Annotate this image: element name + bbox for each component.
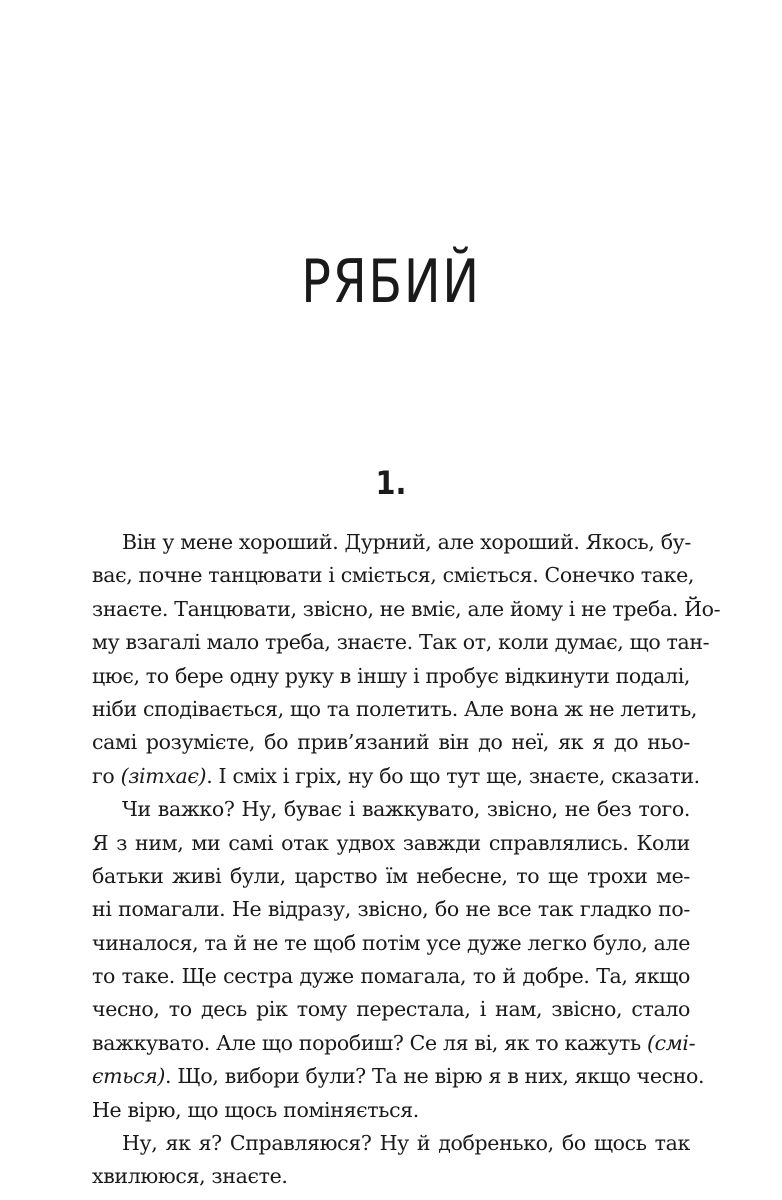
text-line: Він у мене хороший. Дурний, але хороший. Якось, бу-	[122, 530, 691, 554]
text-line: ває, почне танцювати і сміється, сміється. Сонечко таке,	[92, 563, 695, 588]
text-line: то таке. Ще сестра дуже помагала, то й добре. Та, якщо	[92, 964, 690, 989]
section-number: 1.	[375, 464, 407, 502]
text-line: го (зітхає). І сміх і гріх, ну бо що тут ще, знаєте, сказати.	[92, 763, 700, 788]
text-line: му взагалі мало треба, знаєте. Так от, коли думає, що тан-	[92, 630, 710, 655]
body-text	[92, 526, 721, 1194]
text-line: чиналося, та й не те щоб потім усе дуже легко було, але	[92, 930, 690, 955]
text-line: Чи важко? Ну, буває і важкувато, звісно, не без того.	[122, 797, 690, 822]
text-line: хвилююся, знаєте.	[92, 1164, 288, 1189]
chapter-title: РЯБИЙ	[301, 247, 481, 317]
text-line: Ну, як я? Справляюся? Ну й добренько, бо щось так	[122, 1131, 690, 1156]
text-line: знаєте. Танцювати, звісно, не вміє, але йому і не треба. Йо-	[92, 596, 721, 621]
stage-direction: (зітхає)	[120, 763, 207, 788]
text-line: Не вірю, що щось поміняється.	[92, 1097, 419, 1122]
text-line: важкувато. Але що поробиш? Се ля ві, як то кажуть (смі-	[92, 1030, 696, 1055]
text-line: чесно, то десь рік тому перестала, і нам, звісно, стало	[92, 997, 690, 1022]
text-line: батьки живі були, царство їм небесне, то ще трохи ме-	[92, 863, 690, 888]
text-line: самі розумієте, бо прив’язаний він до неї, як я до ньо-	[92, 730, 690, 755]
stage-direction: (смі-	[647, 1030, 696, 1055]
text-line: цює, то бере одну руку в іншу і пробує відкинути подалі,	[92, 663, 691, 688]
text-line: ні помагали. Не відразу, звісно, бо не все так гладко по-	[92, 897, 690, 922]
text-line: ється). Що, вибори були? Та не вірю я в них, якщо чесно.	[92, 1064, 705, 1089]
text-line: Я з ним, ми самі отак удвох завжди справлялись. Коли	[92, 830, 690, 855]
text-line: ніби сподівається, що та полетить. Але вона ж не летить,	[92, 696, 698, 721]
stage-direction: ється)	[92, 1064, 166, 1089]
